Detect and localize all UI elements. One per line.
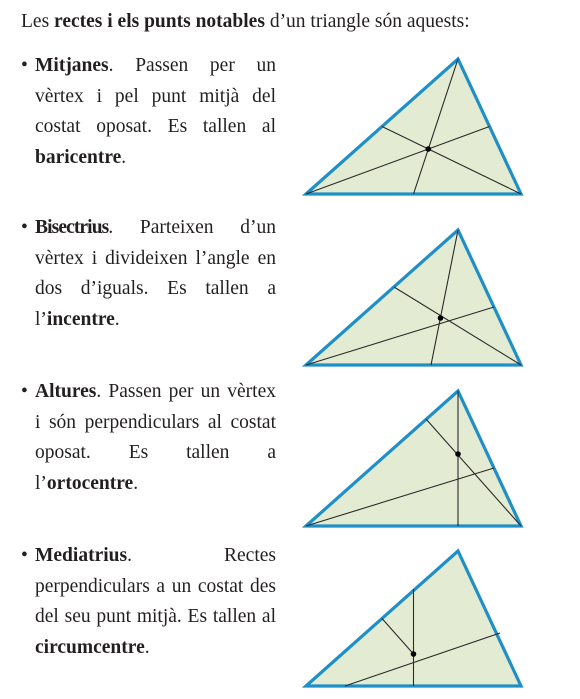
triangle-altitudes-figure [300, 387, 530, 532]
bullet: • [21, 55, 28, 76]
description: . Rectes perpendiculars a un costat des del seu punt mitjà. Es tallen al [35, 545, 276, 627]
intro-suffix: d’un triangle són aquests: [264, 11, 470, 32]
point-baricentre: baricentre [35, 146, 122, 168]
item-mitjanes [21, 51, 276, 173]
item-text [21, 541, 276, 663]
term-mediatrius: Mediatrius [35, 545, 128, 566]
triangle-bisectors-figure [300, 226, 530, 371]
bullet: • [21, 217, 28, 238]
bullet: • [21, 381, 28, 402]
description: . Parteixen d’un vèrtex i divideixen l’angle en dos d’iguals. Es tallen a l’ [35, 217, 276, 330]
description: . Passen per un vèrtex i pel punt mitjà del costat oposat. Es tallen al [35, 55, 276, 137]
circumcenter-point [411, 651, 417, 657]
intro-prefix: Les [21, 11, 55, 32]
item-text [21, 51, 276, 173]
intro-bold: rectes i els punts notables [54, 11, 265, 32]
triangle-perpendicular-bisectors-figure [300, 547, 530, 692]
item-altures [21, 377, 276, 499]
centroid-point [426, 146, 432, 152]
intro-sentence [21, 9, 571, 35]
item-text [21, 377, 276, 499]
term-mitjanes: Mitjanes [35, 55, 109, 76]
period: . [133, 472, 139, 494]
point-incentre: incentre [46, 308, 115, 330]
bullet: • [21, 545, 28, 566]
point-circumcentre: circumcentre [35, 636, 145, 658]
incenter-point [438, 315, 444, 321]
point-ortocentre: ortocentre [46, 472, 134, 494]
triangle-medians-figure [300, 55, 530, 200]
term-bisectrius: Bisectrius [35, 217, 109, 238]
item-bisectrius [21, 213, 276, 335]
description: . Passen per un vèrtex i són perpendiculars al costat oposat. Es tallen a l’ [35, 381, 276, 494]
period: . [114, 308, 120, 330]
orthocenter-point [455, 451, 461, 457]
item-mediatrius [21, 541, 276, 663]
term-altures: Altures [35, 381, 97, 402]
period: . [121, 146, 127, 168]
triangle-shape [306, 391, 521, 526]
period: . [144, 636, 150, 658]
item-text [21, 213, 276, 335]
